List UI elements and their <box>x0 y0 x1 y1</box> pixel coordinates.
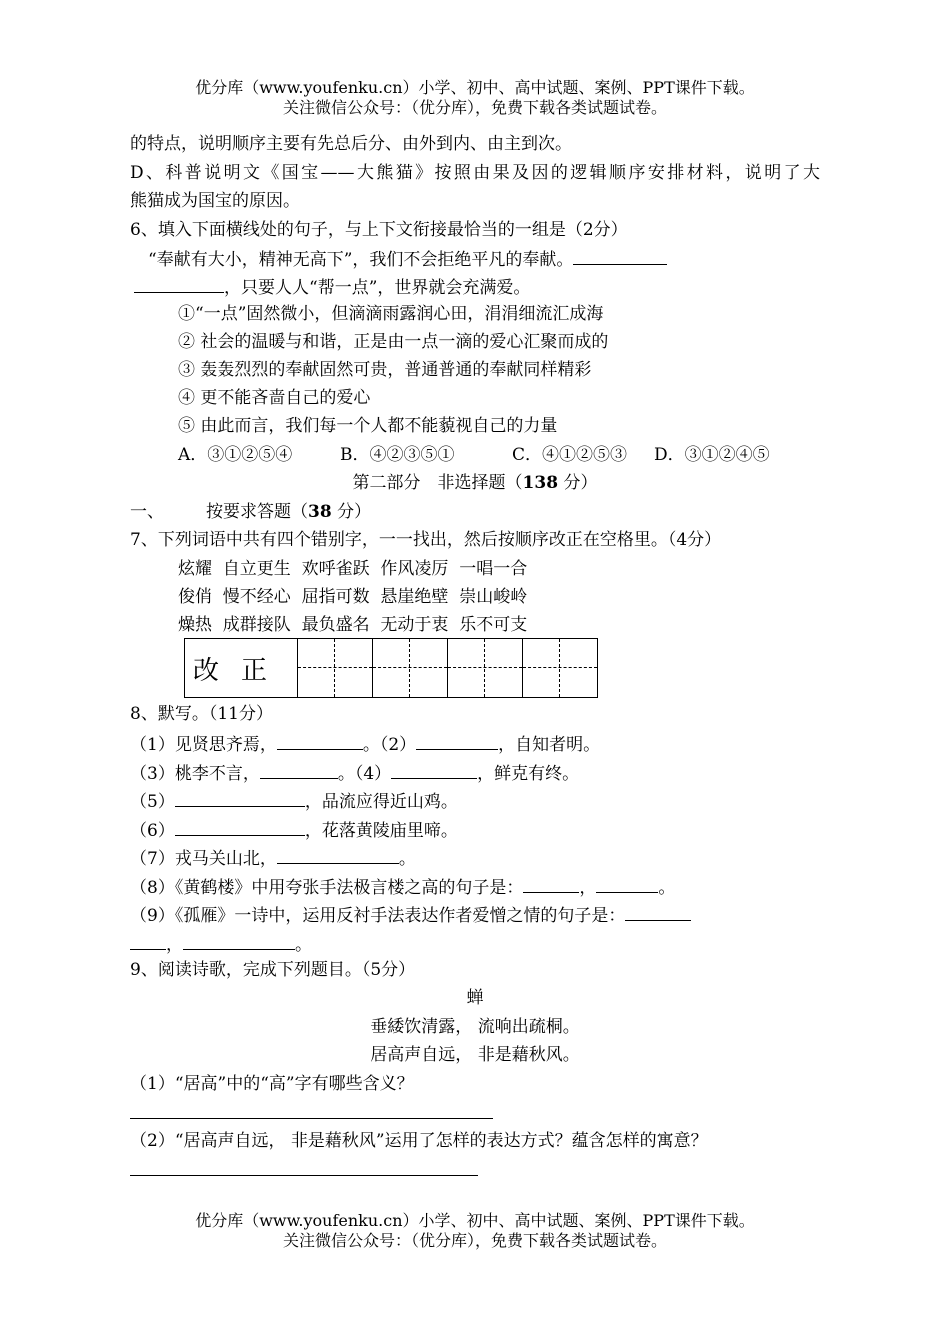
q6-option-d[interactable]: D．③①②④⑤ <box>654 445 770 465</box>
q6-item: ①“一点”固然微小，但滴滴雨露润心田，涓涓细流汇成海 <box>178 304 604 324</box>
q9-subquestion-2: （2）“居高声自远， 非是藉秋风”运用了怎样的表达方式？蕴含怎样的寓意？ <box>130 1131 708 1151</box>
q8-line-5: （7）戎马关山北， 。 <box>130 849 416 869</box>
q9-answer-line-1[interactable] <box>130 1118 493 1119</box>
q8-blank[interactable] <box>277 847 399 864</box>
q6-option-b[interactable]: B．④②③⑤① <box>340 445 455 465</box>
q8-blank[interactable] <box>175 819 305 836</box>
header-line-1: 优分库（www.youfenku.cn）小学、初中、高中试题、案例、PPT课件下载。 <box>195 78 755 97</box>
q8-line-4: （6） ，花落黄陵庙里啼。 <box>130 821 458 841</box>
q7-word-row: 燥热 成群接队 最负盛名 无动于衷 乐不可支 <box>178 615 528 635</box>
q7-stem: 7、下列词语中共有四个错别字，一一找出，然后按顺序改正在空格里。（4分） <box>130 530 722 550</box>
q8-blank[interactable] <box>416 733 498 750</box>
q8-blank[interactable] <box>130 933 166 950</box>
q6-text-line-1 <box>148 248 667 270</box>
q7-word-row: 俊俏 慢不经心 屈指可数 悬崖绝壁 崇山峻岭 <box>178 587 528 607</box>
footer-line-1: 优分库（www.youfenku.cn）小学、初中、高中试题、案例、PPT课件下载。 <box>195 1211 755 1230</box>
q8-blank[interactable] <box>596 876 658 893</box>
correction-cell[interactable] <box>373 639 448 698</box>
q6-blank-2[interactable] <box>134 276 224 293</box>
q8-blank[interactable] <box>625 904 691 921</box>
q7-correction-grid <box>184 638 598 698</box>
poem-line-2: 居高声自远， 非是藉秋风。 <box>370 1045 580 1065</box>
q7-word-row: 炫耀 自立更生 欢呼雀跃 作风凌厉 一唱一合 <box>178 559 528 579</box>
q9-stem: 9、阅读诗歌，完成下列题目。（5分） <box>130 960 416 980</box>
section-one-title: 按要求答题（38 分） <box>206 502 372 522</box>
q8-blank[interactable] <box>175 790 305 807</box>
q5-continuation: 的特点，说明顺序主要有先总后分、由外到内、由主到次。 <box>130 134 572 154</box>
q8-stem: 8、默写。（11分） <box>130 704 273 724</box>
q8-blank[interactable] <box>523 876 579 893</box>
q6-blank-1[interactable] <box>573 248 667 265</box>
q6-item: ④ 更不能吝啬自己的爱心 <box>178 388 371 408</box>
q6-stem: 6、填入下面横线处的句子，与上下文衔接最恰当的一组是（2分） <box>130 220 628 240</box>
q8-line-3: （5） ，品流应得近山鸡。 <box>130 792 458 812</box>
q5-option-d-line-1: D、科普说明文《国宝——大熊猫》按照由果及因的逻辑顺序安排材料，说明了大 <box>130 163 820 183</box>
q8-line-8: ， 。 <box>130 933 312 955</box>
q8-blank[interactable] <box>183 933 295 950</box>
footer-line-2: 关注微信公众号：（优分库），免费下载各类试题试卷。 <box>282 1231 667 1250</box>
q5-option-d-line-2: 熊猫成为国宝的原因。 <box>130 191 300 211</box>
q6-option-a[interactable]: A．③①②⑤④ <box>178 445 293 465</box>
q9-answer-line-2[interactable] <box>130 1175 478 1176</box>
correction-cell[interactable] <box>298 639 373 698</box>
q6-text-line-2 <box>134 276 530 298</box>
q6-item: ⑤ 由此而言，我们每一个人都不能藐视自己的力量 <box>178 416 558 436</box>
part-two-title: 第二部分 非选择题（138 分） <box>352 473 598 493</box>
q8-line-2: （3）桃李不言， 。（4） ，鲜克有终。 <box>130 764 580 784</box>
q8-line-1: （1）见贤思齐焉， 。（2） ，自知者明。 <box>130 735 601 755</box>
q6-text-1: “奉献有大小，精神无高下”，我们不会拒绝平凡的奉献。 <box>148 250 574 270</box>
q8-line-7: （9）《孤雁》一诗中，运用反衬手法表达作者爱憎之情的句子是： <box>130 904 691 926</box>
header-line-2: 关注微信公众号：（优分库），免费下载各类试题试卷。 <box>282 98 667 117</box>
correction-cell[interactable] <box>523 639 598 698</box>
correction-cell[interactable] <box>448 639 523 698</box>
poem-title: 蝉 <box>466 988 484 1008</box>
q8-blank[interactable] <box>391 762 477 779</box>
q8-blank[interactable] <box>277 733 363 750</box>
q8-line-6: （8）《黄鹤楼》中用夸张手法极言楼之高的句子是： ， 。 <box>130 878 676 898</box>
q6-item: ③ 轰轰烈烈的奉献固然可贵，普通普通的奉献同样精彩 <box>178 360 592 380</box>
q6-item: ② 社会的温暖与和谐，正是由一点一滴的爱心汇聚而成的 <box>178 332 609 352</box>
poem-line-1: 垂緌饮清露， 流响出疏桐。 <box>370 1017 580 1037</box>
q6-text-2: ，只要人人“帮一点”，世界就会充满爱。 <box>224 278 531 298</box>
q6-option-c[interactable]: C．④①②⑤③ <box>512 445 628 465</box>
q8-blank[interactable] <box>260 762 338 779</box>
q9-subquestion-1: （1）“居高”中的“高”字有哪些含义？ <box>130 1074 414 1094</box>
correction-label: 改正 <box>185 639 298 698</box>
section-one-number: 一、 <box>130 502 164 522</box>
